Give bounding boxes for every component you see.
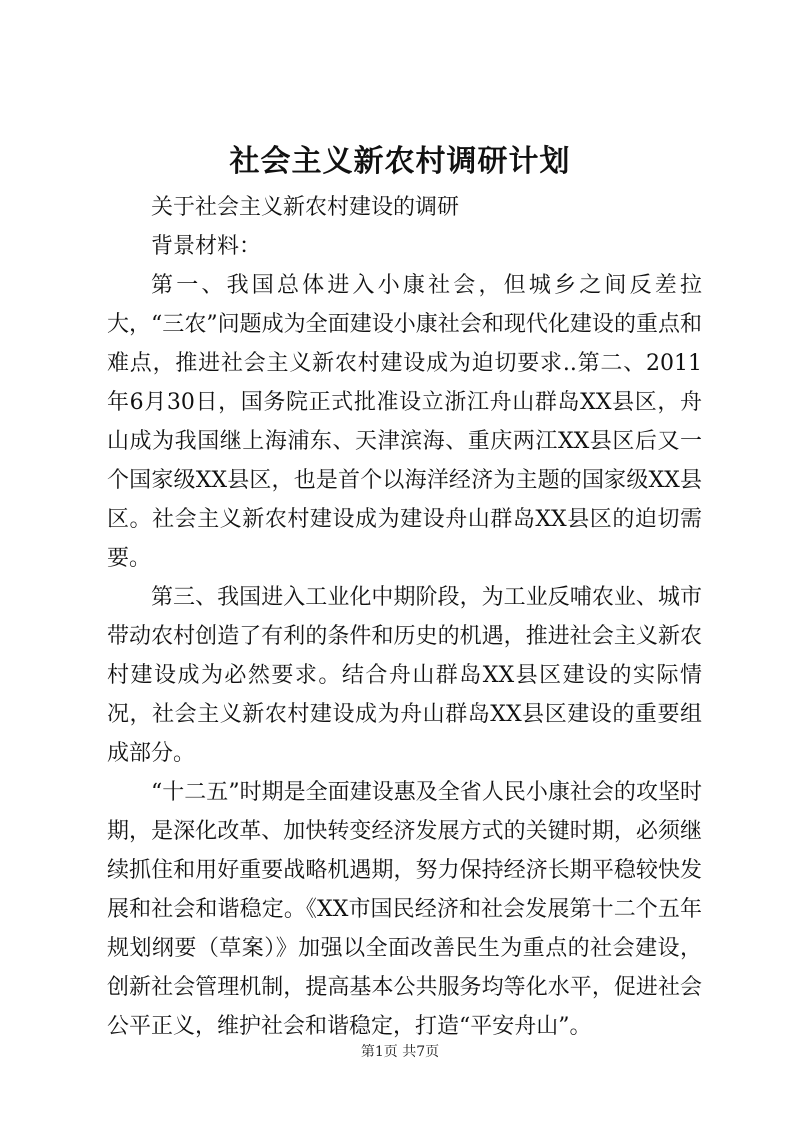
document-title: 社会主义新农村调研计划 <box>229 144 571 179</box>
page-footer: 第1页 共7页 <box>360 1044 440 1060</box>
body-paragraph: 第一、我国总体进入小康社会，但城乡之间反差拉大，“三农”问题成为全面建设小康社会和现代化建设的重点和难点，推进社会主义新农村建设成为迫切要求..第二、2011年6月30日，国务院正式批准设立浙江舟山群岛XX县区，舟山成为我国继上海浦东、天津滨海、重庆两江XX县区后又一个国家级XX县区，也是首个以海洋经济为主题的国家级XX县区。社会主义新农村建设成为建设舟山群岛XX县区的迫切需要。 <box>107 273 702 571</box>
body-paragraph: 第三、我国进入工业化中期阶段，为工业反哺农业、城市带动农村创造了有利的条件和历史的机遇，推进社会主义新农村建设成为必然要求。结合舟山群岛XX县区建设的实际情况，社会主义新农村建设成为舟山群岛XX县区建设的重要组成部分。 <box>107 585 702 766</box>
subtitle-paragraph: 关于社会主义新农村建设的调研 <box>151 195 460 220</box>
document-body <box>107 188 702 1046</box>
body-paragraph: “十二五”时期是全面建设惠及全省人民小康社会的攻坚时期，是深化改革、加快转变经济发展方式的关键时期，必须继续抓住和用好重要战略机遇期，努力保持经济长期平稳较快发展和社会和谐稳定。《XX市国民经济和社会发展第十二个五年规划纲要（草案）》加强以全面改善民生为重点的社会建设，创新社会管理机制，提高基本公共服务均等化水平，促进社会公平正义，维护社会和谐稳定，打造“平安舟山”。 <box>107 780 702 1039</box>
background-heading: 背景材料： <box>151 234 262 259</box>
